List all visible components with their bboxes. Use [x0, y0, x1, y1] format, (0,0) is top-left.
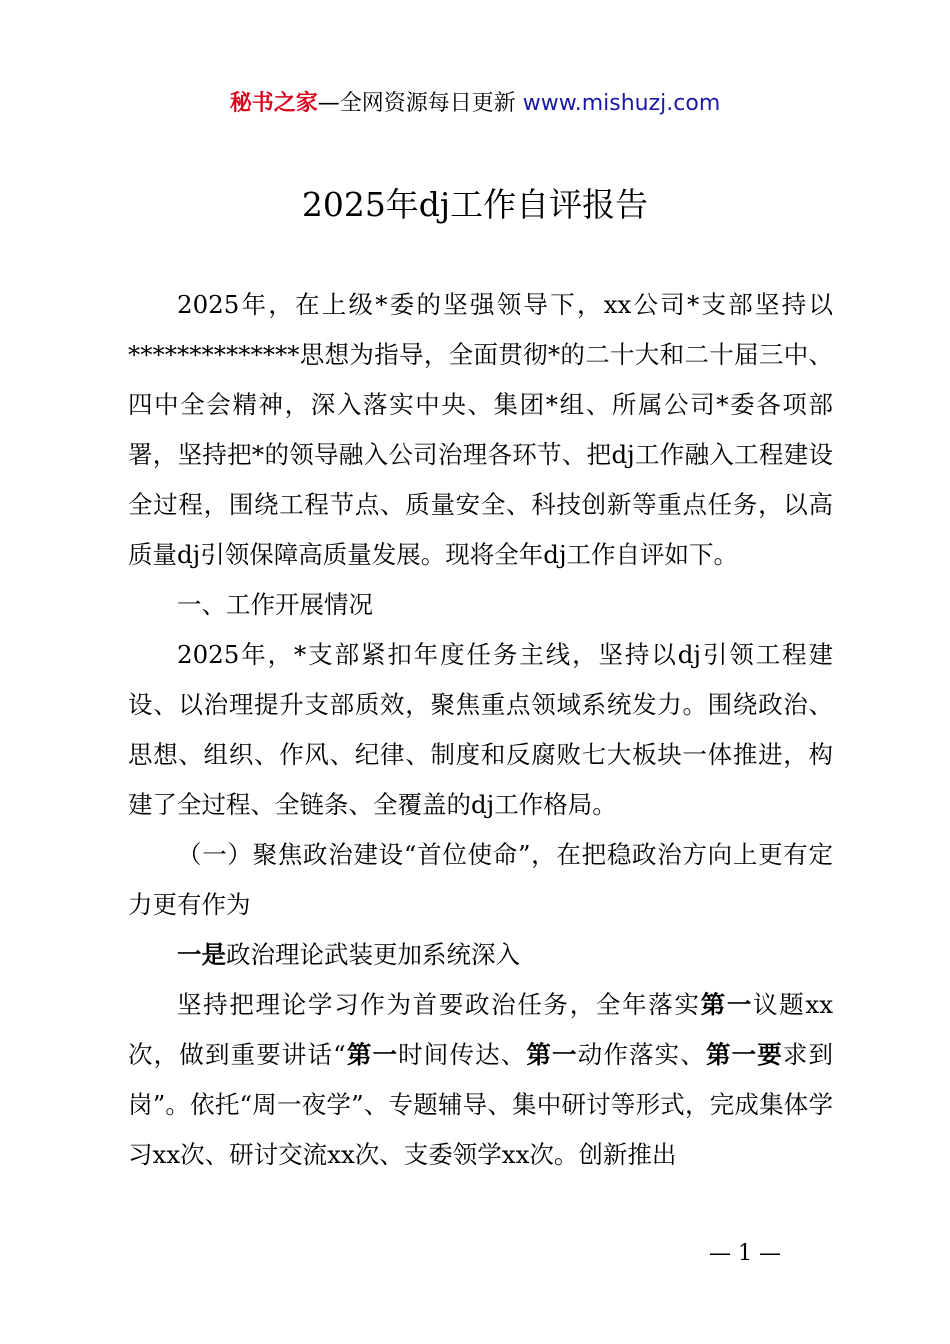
detail-paragraph — [128, 980, 833, 1180]
brand-name: 秘书之家 — [229, 91, 318, 116]
emphasis-text: 第一要 — [705, 1040, 783, 1069]
subsection-heading: （一）聚焦政治建设“首位使命”，在把稳政治方向上更有定力更有作为 — [128, 840, 833, 919]
point-label: 一是 — [177, 940, 226, 969]
section-heading: 一、工作开展情况 — [177, 590, 373, 619]
page-number: — 1 — — [709, 1241, 781, 1266]
detail-text: 动作落实、 — [577, 1040, 706, 1069]
emphasis-text: 第一 — [526, 1040, 578, 1069]
detail-text: 求到岗”。依托“周一夜学”、专题辅导、集中研讨等形式，完成集体学习xx次、研讨交流xx次、支委领学xx次。创新推出 — [128, 1040, 834, 1169]
intro-paragraph: 2025年，在上级*委的坚强领导下，xx公司*支部坚持以**************思想为指导，全面贯彻*的二十大和二十届三中、四中全会精神，深入落实中央、集团*组、所属公司*委各项部署，坚持把*的领导融入公司治理各环节、把dj工作融入工程建设全过程，围绕工程节点、质量安全、科技创新等重点任务，以高质量dj引领保障高质量发展。现将全年dj工作自评如下。 — [128, 290, 833, 569]
document-title: 2025年dj工作自评报告 — [301, 185, 649, 224]
header-slogan: —全网资源每日更新 — [317, 91, 523, 116]
point-heading — [128, 930, 833, 980]
detail-text: 坚持把理论学习作为首要政治任务，全年落实 — [177, 990, 701, 1019]
overview-paragraph: 2025年，*支部紧扣年度任务主线，坚持以dj引领工程建设、以治理提升支部质效，聚焦重点领域系统发力。围绕政治、思想、组织、作风、纪律、制度和反腐败七大板块一体推进，构建了全过程、全链条、全覆盖的dj工作格局。 — [128, 640, 833, 819]
emphasis-text: 第一 — [700, 990, 754, 1019]
document-body — [128, 280, 833, 1180]
point-title: 政治理论武装更加系统深入 — [226, 940, 520, 969]
emphasis-text: 第一 — [345, 1040, 399, 1069]
site-url-link[interactable]: www.mishuzj.com — [522, 91, 721, 116]
site-header — [0, 88, 950, 120]
detail-text: 议题xx次，做到重要讲话“ — [128, 990, 834, 1069]
detail-text: 时间传达、 — [398, 1040, 527, 1069]
